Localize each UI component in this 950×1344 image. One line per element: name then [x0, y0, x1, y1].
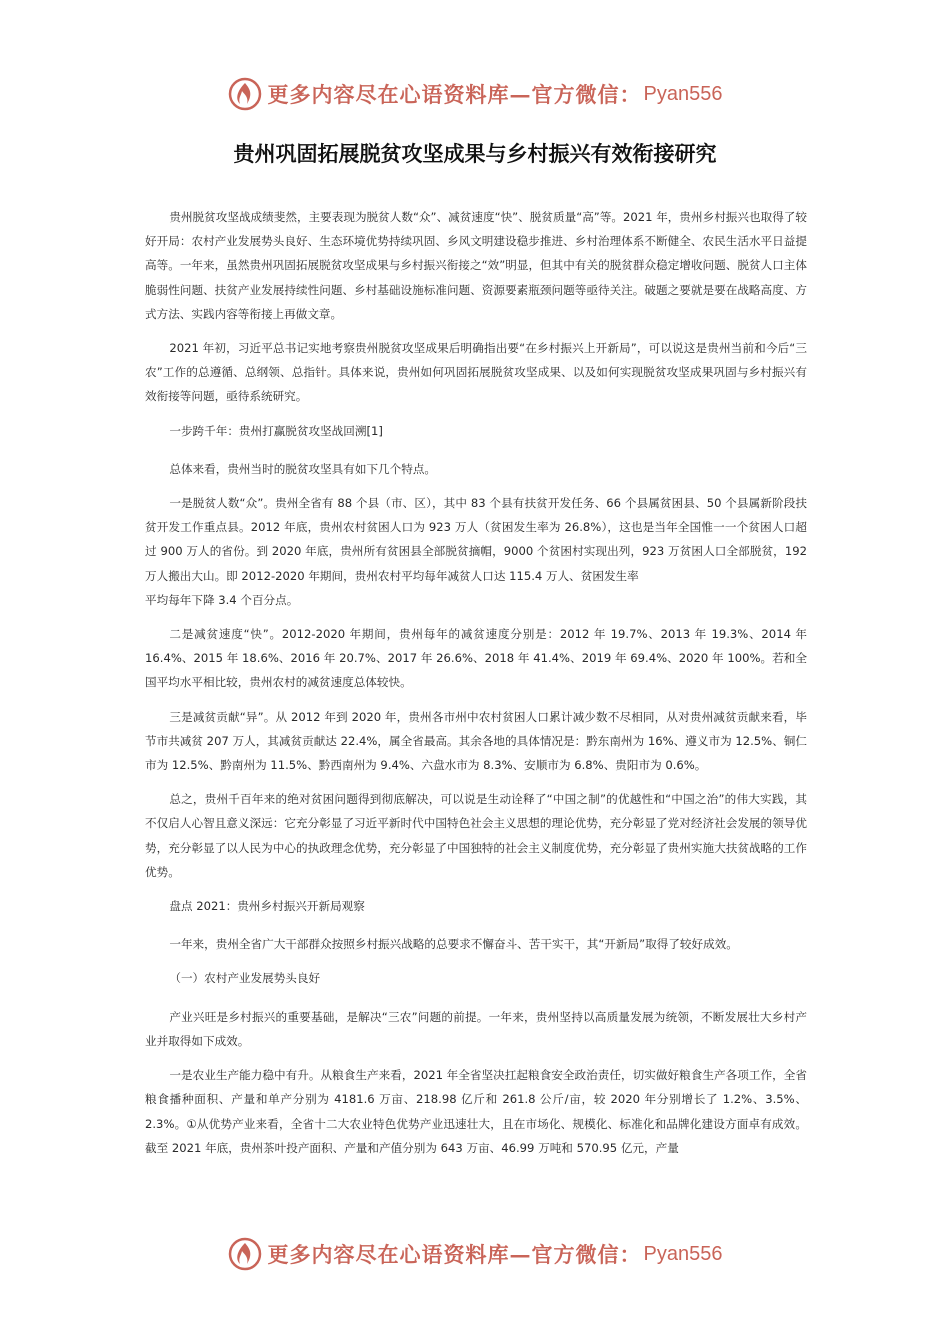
banner-wechat-id: Pyan556	[643, 1242, 723, 1265]
paragraph: 产业兴旺是乡村振兴的重要基础，是解决“三农”问题的前提。一年来，贵州坚持以高质量发展为统领，不断发展壮大乡村产业并取得如下成效。	[145, 1009, 807, 1048]
watermark-banner-bottom	[0, 1234, 950, 1274]
banner-text: 更多内容尽在心语资料库—官方微信：	[267, 1242, 642, 1267]
section-heading: 盘点 2021：贵州乡村振兴开新局观察	[169, 899, 365, 914]
paragraph: 平均每年下降 3.4 个百分点。	[145, 592, 299, 607]
paragraph: 总体来看，贵州当时的脱贫攻坚具有如下几个特点。	[169, 461, 437, 476]
banner-text: 更多内容尽在心语资料库—官方微信：	[267, 82, 642, 107]
paragraph: 总之，贵州千百年来的绝对贫困问题得到彻底解决，可以说是生动诠释了“中国之制”的优越性和“中国之治”的伟大实践，其不仅启人心智且意义深远：它充分彰显了习近平新时代中国特色社会主义思想的理论优势，充分彰显了党对经济社会发展的领导优势，充分彰显了以人民为中心的执政理念优势，充分彰显了中国独特的社会主义制度优势，充分彰显了贵州实施大扶贫战略的工作优势。	[145, 792, 807, 879]
banner-wechat-id: Pyan556	[643, 82, 723, 105]
document-body	[145, 205, 807, 1170]
watermark-banner-top	[0, 74, 950, 114]
paragraph: 二是减贫速度“快”。2012-2020 年期间，贵州每年的减贫速度分别是：2012 年 19.7%、2013 年 19.3%、2014 年 16.4%、2015 年 18.6%、2016 年 20.7%、2017 年 26.6%、2018 年 41.4%、2019 年 69.4%、2020 年 100%。若和全国平均水平相比较，贵州农村的减贫速度总体较快。	[145, 627, 807, 690]
flame-logo-icon	[228, 77, 262, 111]
subsection-heading: （一）农村产业发展势头良好	[169, 971, 321, 986]
paragraph: 三是减贫贡献“异”。从 2012 年到 2020 年，贵州各市州中农村贫困人口累计减少数不尽相同，从对贵州减贫贡献来看，毕节市共减贫 207 万人，其减贫贡献达 22.4%，属全省最高。其余各地的具体情况是：黔东南州为 16%、遵义市为 12.5%、铜仁市为 12.5%、黔南州为 11.5%、黔西南州为 9.4%、六盘水市为 8.3%、安顺市为 6.8%、贵阳市为 0.6%。	[145, 709, 807, 773]
paragraph: 一年来，贵州全省广大干部群众按照乡村振兴战略的总要求不懈奋斗、苦干实干，其“开新局”取得了较好成效。	[169, 937, 738, 952]
paragraph: 2021 年初，习近平总书记实地考察贵州脱贫攻坚成果后明确指出要“在乡村振兴上开新局”，可以说这是贵州当前和今后“三农”工作的总遵循、总纲领、总指针。具体来说，贵州如何巩固拓展脱贫攻坚成果、以及如何实现脱贫攻坚成果巩固与乡村振兴有效衔接等问题，亟待系统研究。	[145, 341, 807, 404]
paragraph: 一是农业生产能力稳中有升。从粮食生产来看，2021 年全省坚决扛起粮食安全政治责任，切实做好粮食生产各项工作，全省粮食播种面积、产量和单产分别为 4181.6 万亩、218.98 亿斤和 261.8 公斤/亩，较 2020 年分别增长了 1.2%、3.5%、2.3%。①从优势产业来看，全省十二大农业特色优势产业迅速壮大，且在市场化、规模化、标准化和品牌化建设方面卓有成效。截至 2021 年底，贵州茶叶投产面积、产量和产值分别为 643 万亩、46.99 万吨和 570.95 亿元，产量	[145, 1068, 807, 1155]
document-title: 贵州巩固拓展脱贫攻坚成果与乡村振兴有效衔接研究	[233, 142, 717, 166]
paragraph: 一是脱贫人数“众”。贵州全省有 88 个县（市、区），其中 83 个县有扶贫开发任务、66 个县属贫困县、50 个县属新阶段扶贫开发工作重点县。2012 年底，贵州农村贫困人口为 923 万人（贫困发生率为 26.8%），这也是当年全国惟一一个贫困人口超过 900 万人的省份。到 2020 年底，贵州所有贫困县全部脱贫摘帽，9000 个贫困村实现出列，923 万贫困人口全部脱贫，192 万人搬出大山。即 2012-2020 年期间，贵州农村平均每年减贫人口达 115.4 万人、贫困发生率	[145, 496, 807, 583]
flame-logo-icon	[228, 1237, 262, 1271]
section-heading: 一步跨千年：贵州打赢脱贫攻坚战回溯[1]	[169, 423, 383, 438]
paragraph: 贵州脱贫攻坚战成绩斐然，主要表现为脱贫人数“众”、减贫速度“快”、脱贫质量“高”等。2021 年，贵州乡村振兴也取得了较好开局：农村产业发展势头良好、生态环境优势持续巩固、乡风文明建设稳步推进、乡村治理体系不断健全、农民生活水平日益提高等。一年来，虽然贵州巩固拓展脱贫攻坚成果与乡村振兴衔接之“效”明显，但其中有关的脱贫群众稳定增收问题、脱贫人口主体脆弱性问题、扶贫产业发展持续性问题、乡村基础设施标准问题、资源要素瓶颈问题等亟待关注。破题之要就是要在战略高度、方式方法、实践内容等衔接上再做文章。	[145, 210, 807, 321]
